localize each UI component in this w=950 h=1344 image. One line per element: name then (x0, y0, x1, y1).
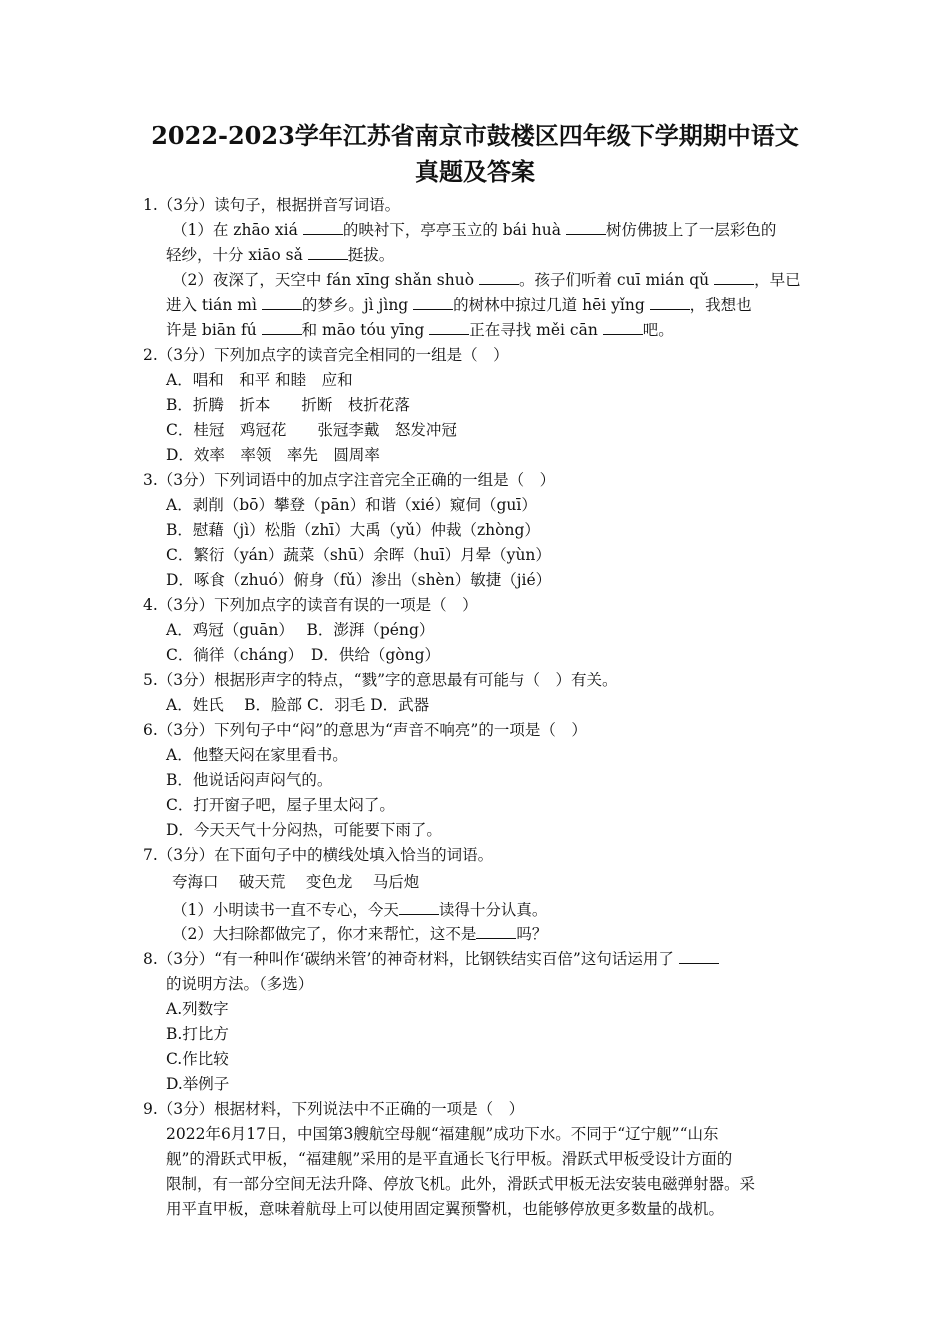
q7-sentence-2: （2）大扫除都做完了，你才来帮忙，这不是 吗？ (172, 925, 548, 943)
q5-options: A．姓氏 B．脸部 C．羽毛 D．武器 (166, 696, 430, 714)
answer-blank (262, 295, 302, 310)
q8-stem-line-1: 8.（3分）“有一种叫作‘碳纳米管’的神奇材料，比钢铁结实百倍”这句话运用了 (143, 947, 719, 972)
q8-option-a: A.列数字 (166, 1000, 229, 1018)
answer-blank (429, 320, 469, 335)
answer-blank (650, 295, 690, 310)
q9-stem: 9.（3分）根据材料，下列说法中不正确的一项是（ ） (143, 1100, 525, 1118)
q3-option-d: D．啄食（zhuó）俯身（fǔ）渗出（shèn）敏捷（jié） (166, 571, 552, 589)
q9-passage-line-1: 2022年6月17日，中国第3艘航空母舰“福建舰”成功下水。不同于“辽宁舰”“山东 (166, 1125, 719, 1143)
q2-option-a: A．唱和 和平 和睦 应和 (166, 371, 353, 389)
q8-option-c: C.作比较 (166, 1050, 229, 1068)
q4-stem: 4.（3分）下列加点字的读音有误的一项是（ ） (143, 596, 478, 614)
answer-blank (679, 949, 719, 964)
q7-stem: 7.（3分）在下面句子中的横线处填入恰当的词语。 (143, 846, 494, 864)
q6-option-d: D．今天天气十分闷热，可能要下雨了。 (166, 821, 442, 839)
q2-option-b: B．折腾 折本 折断 枝折花落 (166, 396, 410, 414)
q1-sentence-1-line-1: （1）在 zhāo xiá 的映衬下，亭亭玉立的 bái huà 树仿佛披上了一层彩色的 (172, 221, 777, 239)
q3-option-a: A．剥削（bō）攀登（pān）和谐（xié）窥伺（guī） (166, 496, 537, 514)
q7-word-bank: 夸海口 破天荒 变色龙 马后炮 (172, 873, 420, 891)
q6-option-b: B．他说话闷声闷气的。 (166, 771, 333, 789)
q7-sentence-1: （1）小明读书一直不专心，今天 读得十分认真。 (172, 901, 548, 919)
q2-option-d: D．效率 率领 率先 圆周率 (166, 446, 380, 464)
q9-passage-line-3: 限制，有一部分空间无法升降、停放飞机。此外，滑跃式甲板无法安装电磁弹射器。采 (166, 1175, 756, 1193)
answer-blank (308, 245, 348, 260)
doc-title-line-2: 真题及答案 (415, 157, 535, 186)
q6-option-a: A．他整天闷在家里看书。 (166, 746, 348, 764)
q3-option-c: C．繁衍（yán）蔬菜（shū）余晖（huī）月晕（yùn） (166, 546, 551, 564)
q1-sentence-2-line-3: 许是 biān fú 和 māo tóu yīng 正在寻找 měi cān 吧。 (166, 321, 674, 339)
answer-blank (262, 320, 302, 335)
answer-blank (476, 924, 516, 939)
q4-options-ab: A．鸡冠（guān） B．澎湃（péng） (166, 621, 435, 639)
answer-blank (479, 270, 519, 285)
q6-stem: 6.（3分）下列句子中“闷”的意思为“声音不响亮”的一项是（ ） (143, 721, 587, 739)
q5-stem: 5.（3分）根据形声字的特点，“戮”字的意思最有可能与（ ）有关。 (143, 671, 618, 689)
answer-blank (303, 220, 343, 235)
q2-option-c: C．桂冠 鸡冠花 张冠李戴 怒发冲冠 (166, 421, 457, 439)
q1-stem: 1.（3分）读句子，根据拼音写词语。 (143, 196, 401, 214)
answer-blank (603, 320, 643, 335)
q4-options-cd: C．徜徉（cháng） D．供给（gòng） (166, 646, 441, 664)
q9-passage-line-2: 舰”的滑跃式甲板，“福建舰”采用的是平直通长飞行甲板。滑跃式甲板受设计方面的 (166, 1150, 733, 1168)
q8-option-d: D.举例子 (166, 1075, 230, 1093)
doc-title-line-1: 2022-2023学年江苏省南京市鼓楼区四年级下学期期中语文 (151, 121, 799, 150)
q1-sentence-1-line-2: 轻纱，十分 xiāo sǎ 挺拔。 (166, 246, 395, 264)
answer-blank (566, 220, 606, 235)
q3-stem: 3.（3分）下列词语中的加点字注音完全正确的一组是（ ） (143, 471, 556, 489)
answer-blank (714, 270, 754, 285)
q9-passage-line-4: 用平直甲板，意味着航母上可以使用固定翼预警机，也能够停放更多数量的战机。 (166, 1200, 725, 1218)
q1-sentence-2-line-2: 进入 tián mì 的梦乡。jì jìng 的树林中掠过几道 hēi yǐng ，我想也 (166, 296, 752, 314)
q3-option-b: B．慰藉（jì）松脂（zhī）大禹（yǔ）仲裁（zhòng） (166, 521, 540, 539)
q6-option-c: C．打开窗子吧，屋子里太闷了。 (166, 796, 395, 814)
q1-sentence-2-line-1: （2）夜深了，天空中 fán xīng shǎn shuò 。孩子们听着 cuī mián qǔ ，早已 (172, 271, 801, 289)
q2-stem: 2.（3分）下列加点字的读音完全相同的一组是（ ） (143, 346, 509, 364)
answer-blank (399, 900, 439, 915)
q8-stem-line-2: 的说明方法。（多选） (166, 975, 314, 993)
answer-blank (413, 295, 453, 310)
q8-option-b: B.打比方 (166, 1025, 229, 1043)
